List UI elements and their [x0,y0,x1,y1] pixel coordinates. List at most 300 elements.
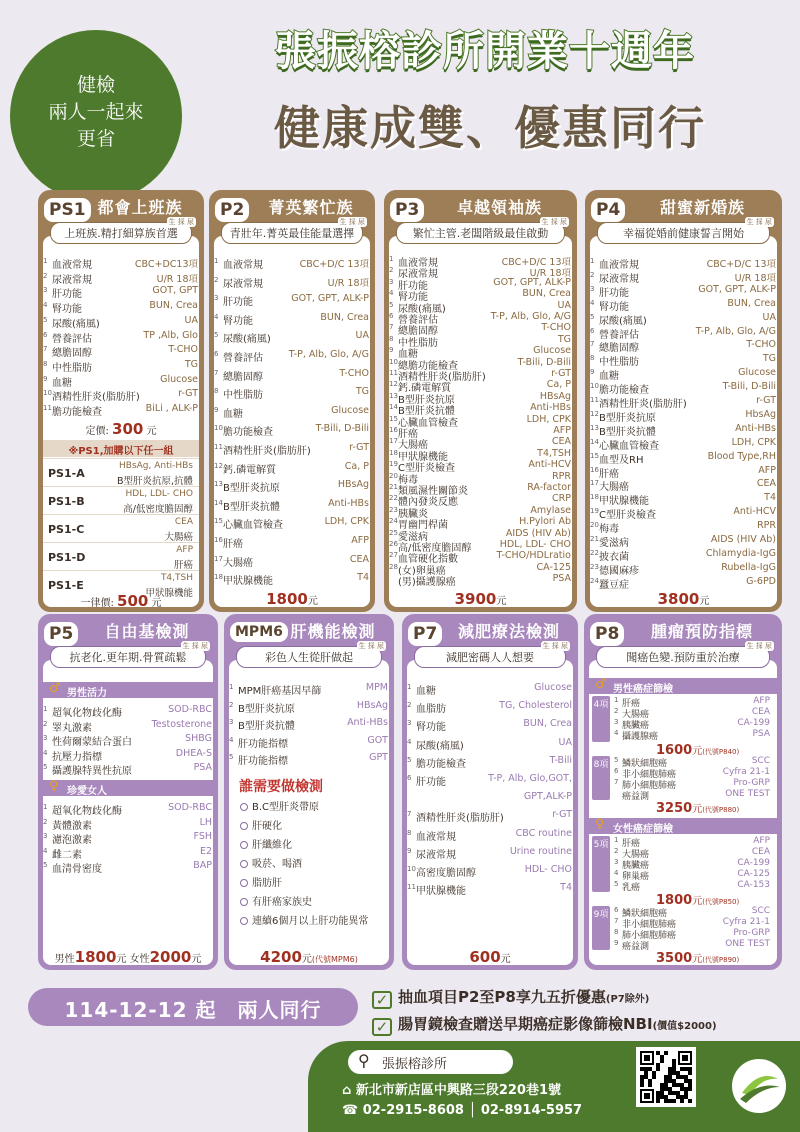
item-number: 5 [214,331,219,340]
test-row [224,682,394,696]
item-number: 16 [590,465,599,474]
test-row [585,395,782,409]
test-code: CA-199 [737,858,770,868]
package-code: MPM6 [230,622,288,642]
test-code: HDL, LDL- CHO [499,539,571,550]
test-code: LDH, CPK [731,436,776,448]
package-subtitle: 上班族.精打細算族首選 [50,222,192,244]
test-row [38,344,204,358]
test-code: FSH [193,831,212,843]
item-number: 1 [389,255,394,263]
test-code: Chlamydia-IgG [705,547,776,559]
price-unit: 元 [692,954,703,965]
test-name: 鈣.磷電解質 [398,383,452,395]
test-code: T-P, Alb, Glo, A/G [695,325,776,337]
test-row [614,928,770,939]
addon-row [43,486,199,515]
item-number: 3 [407,719,412,728]
test-row [38,846,218,860]
package-body [214,236,370,607]
item-number: 24 [590,576,599,585]
test-code: UA [557,299,571,311]
test-name: 尿液常規 [223,278,263,290]
test-code: TP ,Alb, Glo [143,329,198,341]
test-row [585,562,782,576]
item-number: 17 [389,437,398,446]
test-name: 中性脂肪 [398,337,438,349]
test-code: ONE TEST [725,789,770,799]
item-number: 4 [407,737,412,746]
test-row [38,300,204,314]
test-code: Urine routine [509,845,572,857]
test-code: CBC+D/C 13項 [299,259,369,270]
test-row [38,802,218,816]
test-name: B型肝炎抗原 [223,483,280,495]
price-value: 300 [112,420,144,438]
item-number: 4 [614,869,619,877]
test-code: UA [184,314,198,326]
test-name: 攝護腺癌 [622,732,659,742]
test-name: 德國麻疹 [599,565,639,577]
test-code: CA-125 [536,561,571,573]
package-name: 都會上班族 [97,198,183,217]
item-number: 16 [389,426,398,434]
item-number: 21 [389,483,398,491]
test-row [585,492,782,506]
test-code: CBC routine [515,827,572,839]
test-row [614,836,770,847]
test-code: PSA [752,729,770,739]
test-name: 大腸癌 [223,557,253,569]
test-row [209,386,375,400]
price-value: 3500 [656,951,693,966]
section-title: 男性活力 [67,688,107,699]
price-unit: 元 [496,596,507,607]
addon-row [43,514,199,543]
package-name: 減肥療法檢測 [457,622,560,641]
group-side-label: 5項 [592,836,610,892]
addon-test-name: B型肝炎抗原,抗體 [116,476,193,487]
item-number: 26 [389,540,398,548]
item-number: 8 [389,334,394,343]
item-number: 7 [214,368,219,377]
item-number: 23 [389,505,398,514]
section-title: 珍愛女人 [67,786,107,797]
package-name: 甜蜜新婚族 [659,198,745,217]
clinic-logo-graphic [732,1059,786,1113]
test-row [585,270,782,284]
addon-test-code: T4,TSH [160,573,193,583]
test-code: BUN, Crea [522,288,571,300]
item-number: 1 [614,696,619,704]
need-item [240,836,292,851]
test-code: LDH, CPK [526,413,571,425]
search-text: 張振榕診所 [382,1057,448,1072]
test-code: SOD-RBC [168,802,212,813]
test-row [614,778,770,789]
test-name: 酒精性肝炎(脂肪肝) [599,399,687,410]
test-code: Anti-HBs [347,717,388,729]
test-name: 體內發炎反應 [398,497,458,509]
test-code: Glucose [331,404,369,416]
test-name: 超氧化物歧化酶 [52,806,122,817]
price-label: 定價: [85,426,109,437]
test-name: 總膽固醇 [599,343,639,355]
test-row [585,312,782,326]
test-type-tags: 生 採 尿 [168,218,194,226]
test-code: Glucose [160,373,198,385]
addon-row [43,542,199,571]
item-number: 1 [590,257,595,265]
test-name: 血糖 [416,686,436,697]
test-name: 尿液常規 [52,274,92,286]
address-text: 新北市新店區中興路三段220巷1號 [355,1083,562,1098]
price-unit: 元 [191,954,202,965]
test-name: 血型及RH [599,454,644,466]
test-code: T-CHO [339,367,369,379]
item-number: 4 [214,312,219,321]
test-row [209,349,375,363]
test-code: CA-199 [737,718,770,728]
test-row [38,831,218,845]
test-code: r-GT [349,442,369,453]
price-note: (代號P850) [702,898,740,906]
package-name: 腫瘤預防指標 [650,622,753,641]
price-value: 3900 [454,590,497,608]
test-row [209,516,375,530]
test-name: 癌益測 [622,792,650,802]
package-card-p8 [584,614,782,970]
test-name: 膽功能檢查 [52,407,102,418]
test-code: BUN, Crea [320,311,369,323]
promo-line-2 [372,1013,717,1036]
item-number: 9 [389,346,394,355]
item-number: 1 [43,257,48,265]
test-row [614,939,770,950]
test-name: 血液常規 [52,260,92,271]
test-name: C型肝炎檢查 [398,463,455,475]
item-number: 18 [389,448,398,457]
group-price [656,800,739,816]
test-code: CA-153 [737,880,770,890]
item-number: 9 [214,405,219,414]
test-name: 膽功能檢查 [416,758,466,770]
test-code: CBC+DC13項 [134,259,198,270]
test-row [224,735,394,749]
badge-line: 健檢 [76,74,115,96]
test-name: 蠶豆症 [599,579,629,591]
test-type-tags: 生 採 尿 [746,642,772,650]
test-row [209,312,375,326]
test-name: 血液常規 [599,260,639,271]
test-row [38,817,218,831]
test-code: RA-factor [527,482,571,493]
price-value: 500 [117,592,149,610]
test-name: 心臟血管檢查 [599,440,659,452]
test-code: T-CHO/HDLratio [496,550,571,562]
test-row [585,409,782,423]
package-subtitle: 抗老化.更年期.骨質疏鬆 [50,646,206,668]
test-name: 雌二素 [52,849,82,861]
item-number: 3 [43,734,48,743]
test-name: 營養評估 [599,329,639,341]
test-name: 肝癌 [398,429,418,440]
test-type-tags: 生 採 尿 [339,218,365,226]
test-code: SOD-RBC [168,704,212,715]
test-code: Anti-HCV [528,459,571,471]
test-code: LDH, CPK [324,516,369,528]
test-code: U/R 18項 [529,268,571,280]
item-number: 7 [407,810,412,819]
item-number: 10 [43,389,52,398]
test-code: PSA [193,762,212,774]
test-code: T-Bili, D-Bili [722,381,776,393]
test-name: B型肝炎抗原 [238,703,295,715]
test-name: 血液常規 [398,258,438,269]
item-number: 15 [389,414,398,423]
addon-test-name: 大腸癌 [164,532,193,543]
item-number: 4 [614,729,619,737]
clinic-logo [732,1059,786,1113]
package-subtitle: 彩色人生從肝做起 [236,646,382,668]
test-code: BAP [193,860,212,872]
test-name: 血液常規 [416,831,456,843]
test-code: Anti-HCV [733,506,776,518]
test-name: 酒精性肝炎(脂肪肝) [52,392,140,404]
test-row [38,330,204,344]
footer [308,1041,800,1132]
test-code: Ca, P [344,460,369,472]
test-code: CA-125 [737,869,770,879]
test-row [585,451,782,465]
test-code: r-GT [551,368,571,379]
test-code: HBsAg [337,479,369,491]
addon-code: PS1-A [48,467,85,480]
test-code: BUN, Crea [727,297,776,309]
test-code: UA [762,311,776,323]
item-number: 8 [43,359,48,368]
test-code: Glucose [534,682,572,693]
item-number: 6 [214,350,219,358]
package-code: P4 [591,198,625,222]
test-row [585,353,782,367]
female-symbol-icon: ♀ [595,817,605,832]
item-number: 7 [43,345,48,354]
item-number: 17 [590,479,599,488]
test-code: RPR [552,470,571,482]
test-name: 肝癌 [599,468,619,480]
bullet-circle-icon [240,803,248,811]
bullet-circle-icon [240,879,248,887]
test-code: T-Bili, D-Bili [517,356,571,368]
item-number: 6 [614,906,619,914]
test-code: TG, Cholesterol [499,700,572,712]
test-code: G-6PD [746,575,776,587]
item-number: 11 [214,443,223,451]
item-number: 6 [43,330,48,339]
group-side-label: 8項 [592,756,610,800]
test-type-tags: 生 採 尿 [746,218,772,226]
test-name: 尿酸(痛風) [223,334,271,346]
badge-line: 更省 [76,128,115,150]
addon-row [43,458,199,487]
test-name: 肝功能指標 [238,756,288,768]
item-number: 11 [389,369,398,377]
item-number: 14 [389,403,398,412]
item-number: 5 [614,880,619,888]
section-title: 男性癌症篩檢 [613,684,673,695]
item-number: 5 [590,312,595,321]
male-symbol-icon: ♂ [49,681,61,696]
price-unit: 元 [151,598,162,609]
group-side-label: 4項 [592,696,610,742]
test-row [402,773,578,787]
test-row [402,682,578,696]
package-price [585,590,782,608]
test-name: 披衣菌 [599,551,629,563]
test-name: 濾泡激素 [52,835,92,847]
test-name: 愛滋病 [599,538,629,549]
item-number: 6 [389,312,394,320]
test-row [384,573,577,587]
qr-code[interactable] [636,1047,696,1107]
test-row [585,284,782,298]
test-code: T4,TSH [537,447,571,459]
test-name: 梅毒 [398,474,418,486]
test-code: E2 [199,845,212,857]
test-name: 非小細胞肺癌 [622,770,677,780]
item-number: 7 [614,778,619,786]
test-name: C型肝炎檢查 [599,510,656,522]
package-code: P8 [590,622,624,646]
item-number: 21 [590,535,599,543]
test-row [38,403,204,417]
test-name: 肝癌 [223,539,243,550]
addon-test-code: HDL, LDL- CHO [125,489,193,499]
group-price [656,950,739,966]
test-code: GOT [367,734,388,746]
test-code: U/R 18項 [156,273,198,285]
test-row [38,359,204,373]
item-number: 5 [407,755,412,764]
male-section-band [43,682,213,698]
test-row [38,388,204,402]
male-section-band [589,678,777,694]
test-name: 高密度膽固醇 [416,868,476,879]
promo-note: (價值$2000) [652,1021,717,1032]
item-number: 6 [590,326,595,335]
test-row [585,298,782,312]
test-name: 尿液常規 [599,273,639,285]
test-code: BiLi , ALK-P [145,403,198,414]
package-price [38,420,204,438]
package-card-p3 [384,190,577,612]
bullet-circle-icon [240,860,248,868]
test-row [585,437,782,451]
package-card-ps1 [38,190,204,612]
test-code: MPM [365,682,388,693]
item-number: 7 [590,340,595,349]
package-price [224,948,394,966]
bullet-circle-icon [240,822,248,830]
test-name: 尿液常規 [398,269,438,281]
test-row [585,256,782,270]
test-row [402,718,578,732]
test-row [402,864,578,878]
test-row [38,285,204,299]
test-name: 愛滋病 [398,531,428,543]
test-name: 肝癌 [622,699,641,709]
test-code: AIDS (HIV Ab) [710,534,776,545]
promo-text: 抽血項目P2至P8享九五折優惠 [398,988,606,1006]
checkbox-icon: ✓ [372,1018,392,1036]
page-title: 張振榕診所開業十週年 [275,27,695,75]
test-name: 尿酸(痛風) [398,303,446,315]
item-number: 12 [389,380,398,389]
test-code: H.Pylori Ab [519,516,571,528]
item-number: 15 [214,517,223,526]
test-code: T-P, Alb, Glo,GOT, [488,773,572,784]
test-row [38,748,218,762]
addon-test-code: CEA [174,517,193,527]
test-name: 腎功能 [223,315,253,327]
item-number: 9 [614,939,619,947]
need-item [240,893,312,908]
item-number: 8 [614,928,619,936]
test-name: 尿液常規 [416,849,456,861]
package-subtitle: 幸福從婚前健康誓言開始 [597,222,770,244]
test-name: 血糖 [223,408,243,420]
test-code: Glucose [533,345,571,357]
test-name: 胰臟癌 [622,721,650,731]
phone-text: 02-2915-8608 │ 02-8914-5957 [362,1103,583,1118]
test-code: SHBG [185,733,212,745]
test-name: 肝功能指標 [238,738,288,750]
need-text: 吸菸、喝酒 [252,859,302,870]
clinic-search-box[interactable] [348,1050,513,1074]
test-row [585,534,782,548]
item-number: 19 [389,460,398,469]
test-code: T-CHO [541,322,571,334]
item-number: 18 [590,493,599,502]
price-value: 600 [469,948,501,966]
item-number: 25 [389,528,398,537]
test-name: 睪丸激素 [52,722,92,734]
test-name: B型肝炎抗原 [599,412,656,424]
price-unit: 元 [500,954,511,965]
test-name: 肝功能 [52,289,82,301]
price-unit: 元 [699,596,710,607]
package-code: P5 [44,622,78,646]
test-name: 腎功能 [416,722,446,734]
test-name: 大腸癌 [622,850,650,860]
item-number: 1 [43,705,48,713]
test-name: 類風濕性關節炎 [398,486,468,497]
price-value: 3800 [657,590,700,608]
item-number: 10 [389,357,398,366]
package-subtitle: 聞癌色變.預防重於治療 [596,646,770,668]
test-name: 血管硬化指數 [398,554,458,566]
item-number: 6 [614,767,619,775]
item-number: 7 [614,917,619,925]
item-number: 16 [214,536,223,544]
package-name: 菁英繁忙族 [268,198,354,217]
test-name: B型肝炎抗原 [398,394,455,406]
package-subtitle: 繁忙主管.老闆階級最佳啟動 [396,222,565,244]
addon-test-name: 高/低密度膽固醇 [123,504,193,515]
promo-date-band: 114-12-12 起 兩人同行 [28,988,358,1026]
price-value: 4200 [260,948,302,966]
